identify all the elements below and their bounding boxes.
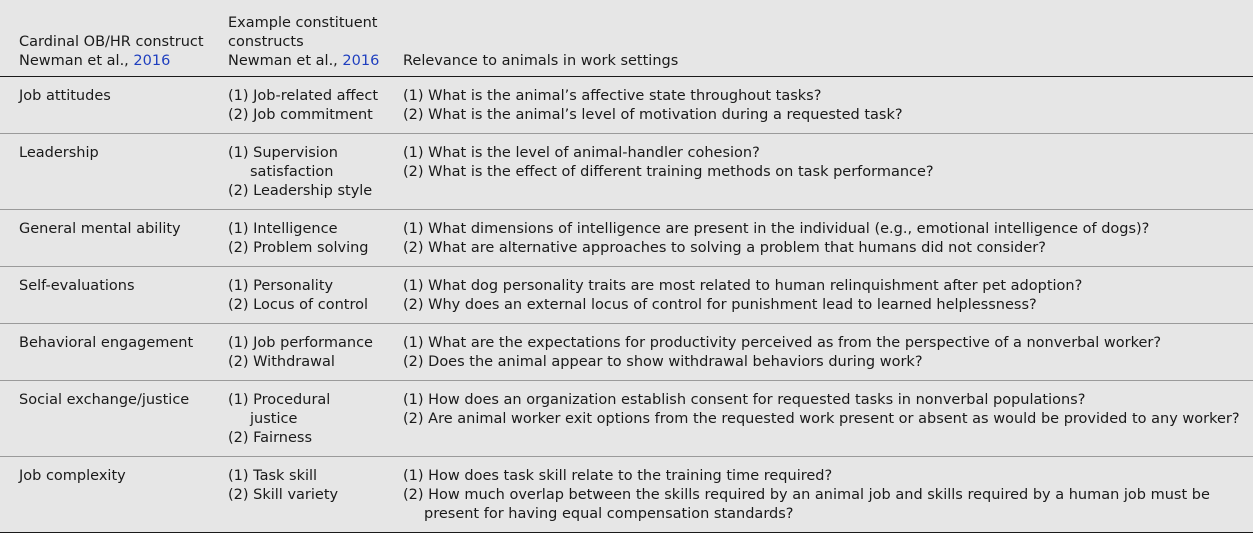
relevance-question: (2) Why does an external locus of control for punishment lead to learned helplessness? [403,296,1037,313]
relevance-question: (1) How does task skill relate to the training time required? [403,467,833,484]
table-row [0,266,1253,323]
header-example-constructs [214,0,386,76]
construct-cell: Self-evaluations [19,277,135,294]
relevance-cell [386,266,1253,323]
construct-cell: Leadership [19,144,99,161]
header-col2-line1: Example constituent [228,14,378,31]
construct-cell: Social exchange/justice [19,391,190,408]
example-item: (2) Skill variety [228,486,339,503]
construct-cell: Job complexity [19,467,126,484]
table-row [0,380,1253,456]
table-row [0,209,1253,266]
relevance-question: (2) Are animal worker exit options from the requested work present or absent as would be provided to any worker? [403,410,1240,427]
example-item: (1) Task skill [228,467,318,484]
examples-cell [214,76,386,133]
example-item: (2) Leadership style [228,182,373,199]
construct-cell: Job attitudes [19,87,111,104]
examples-cell [214,456,386,532]
header-col1-line1: Cardinal OB/HR construct [19,33,204,50]
construct-cell: General mental ability [19,220,181,237]
relevance-question: (2) How much overlap between the skills required by an animal job and skills required by a human job must be present for having equal compensation standards? [403,486,1210,522]
table-row [0,456,1253,532]
relevance-question: (2) Does the animal appear to show withdrawal behaviors during work? [403,353,923,370]
table-header [0,0,1253,76]
example-item: (2) Job commitment [228,106,373,123]
header-col2-cite-prefix: Newman et al., [228,52,343,69]
examples-cell [214,133,386,209]
relevance-cell [386,323,1253,380]
relevance-question: (2) What are alternative approaches to solving a problem that humans did not consider? [403,239,1046,256]
citation-link-2016[interactable]: 2016 [133,52,171,69]
example-item: (1) Supervision satisfaction [228,144,338,180]
table-row [0,76,1253,133]
relevance-question: (1) What dimensions of intelligence are present in the individual (e.g., emotional intelligence of dogs)? [403,220,1150,237]
example-item: (1) Intelligence [228,220,338,237]
relevance-question: (1) What is the animal’s affective state throughout tasks? [403,87,822,104]
examples-cell [214,380,386,456]
example-item: (1) Job performance [228,334,373,351]
header-cardinal-construct [0,0,214,76]
relevance-question: (1) What is the level of animal-handler cohesion? [403,144,760,161]
example-item: (2) Fairness [228,429,312,446]
example-item: (1) Job-related affect [228,87,379,104]
relevance-cell [386,209,1253,266]
relevance-question: (2) What is the animal’s level of motivation during a requested task? [403,106,903,123]
table-row [0,133,1253,209]
examples-cell [214,266,386,323]
relevance-cell [386,133,1253,209]
citation-link-2016[interactable]: 2016 [342,52,380,69]
header-col2-line2: constructs [228,33,304,50]
table-body [0,76,1253,532]
example-item: (1) Procedural justice [228,391,331,427]
relevance-question: (1) What dog personality traits are most related to human relinquishment after pet adoption? [403,277,1083,294]
relevance-question: (2) What is the effect of different training methods on task performance? [403,163,934,180]
example-item: (2) Withdrawal [228,353,335,370]
header-row [0,0,1253,76]
construct-cell: Behavioral engagement [19,334,194,351]
header-col1-cite-prefix: Newman et al., [19,52,134,69]
relevance-cell [386,456,1253,532]
relevance-question: (1) How does an organization establish consent for requested tasks in nonverbal populations? [403,391,1086,408]
example-item: (1) Personality [228,277,334,294]
examples-cell [214,209,386,266]
example-item: (2) Problem solving [228,239,369,256]
example-item: (2) Locus of control [228,296,369,313]
examples-cell [214,323,386,380]
relevance-cell [386,76,1253,133]
header-relevance: Relevance to animals in work settings [403,52,679,69]
relevance-cell [386,380,1253,456]
table-row [0,323,1253,380]
relevance-question: (1) What are the expectations for productivity perceived as from the perspective of a nonverbal worker? [403,334,1162,351]
